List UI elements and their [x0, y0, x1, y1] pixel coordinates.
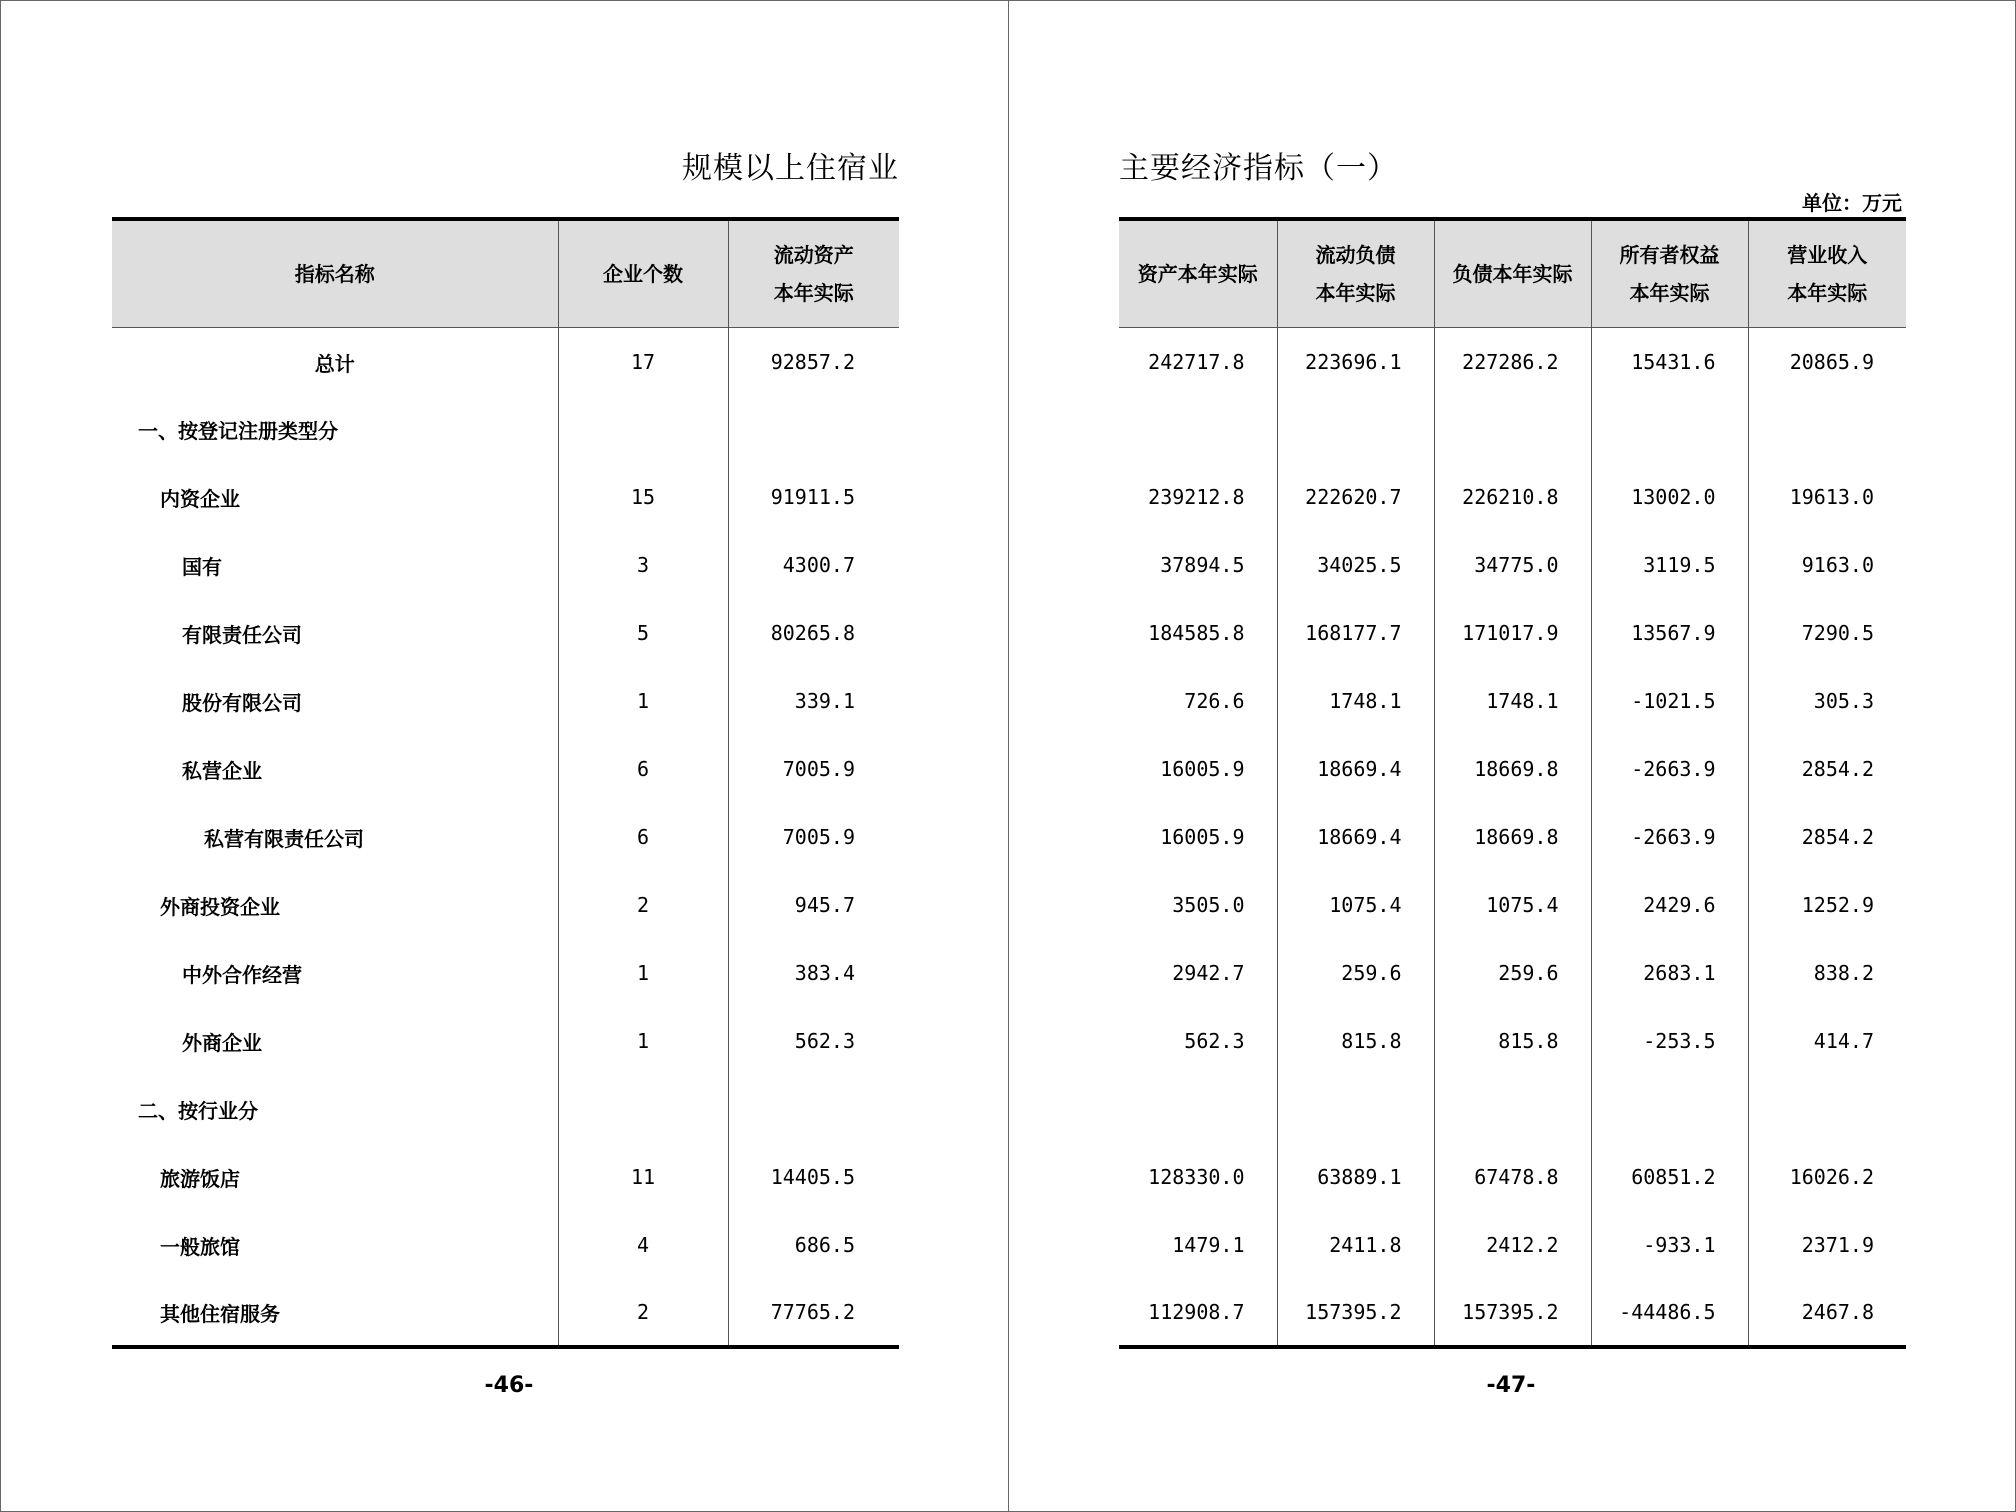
table-row	[112, 1211, 899, 1279]
row-label: 有限责任公司	[182, 622, 302, 647]
total-liabilities-cell: 171017.9	[1434, 599, 1591, 667]
total-assets-cell: 16005.9	[1160, 825, 1245, 849]
row-label: 旅游饭店	[160, 1166, 240, 1191]
current-assets-cell: 14405.5	[728, 1143, 899, 1211]
current-assets-cell: 91911.5	[728, 463, 899, 531]
enterprise-count-cell: 2	[558, 1279, 728, 1347]
current-assets-cell: 686.5	[728, 1211, 899, 1279]
total-liabilities-cell: 157395.2	[1434, 1279, 1591, 1347]
left-header-row	[112, 219, 899, 327]
table-row	[1119, 531, 1906, 599]
revenue-cell: 9163.0	[1748, 531, 1906, 599]
revenue-cell	[1748, 1075, 1906, 1143]
current-assets-cell: 339.1	[728, 667, 899, 735]
enterprise-count-cell: 6	[558, 735, 728, 803]
current-liabilities-cell: 2411.8	[1277, 1211, 1434, 1279]
table-row	[112, 1075, 899, 1143]
current-assets-cell: 92857.2	[728, 327, 899, 395]
revenue-cell: 2854.2	[1748, 735, 1906, 803]
table-row	[1119, 395, 1906, 463]
enterprise-count-cell: 4	[558, 1211, 728, 1279]
owner-equity-cell: 2683.1	[1591, 939, 1748, 1007]
right-data-table	[1119, 217, 1906, 1349]
revenue-cell: 16026.2	[1748, 1143, 1906, 1211]
total-assets-cell: 128330.0	[1148, 1165, 1245, 1189]
total-assets-cell: 726.6	[1184, 689, 1245, 713]
total-assets-cell: 16005.9	[1160, 757, 1245, 781]
left-data-table	[112, 217, 899, 1349]
table-row	[1119, 1211, 1906, 1279]
owner-equity-cell: 13002.0	[1591, 463, 1748, 531]
table-row	[112, 1279, 899, 1347]
total-assets-cell: 562.3	[1184, 1029, 1245, 1053]
page-gutter	[1008, 1, 1009, 1511]
current-assets-cell: 7005.9	[728, 735, 899, 803]
total-assets-cell	[1119, 395, 1277, 463]
left-page-number: -46-	[484, 1373, 534, 1398]
row-label: 一般旅馆	[160, 1234, 240, 1259]
table-row	[112, 1007, 899, 1075]
table-row	[112, 395, 899, 463]
enterprise-count-cell: 3	[558, 531, 728, 599]
header-owner-equity: 所有者权益 本年实际	[1591, 219, 1748, 327]
enterprise-count-cell: 6	[558, 803, 728, 871]
current-liabilities-cell: 18669.4	[1277, 735, 1434, 803]
table-row	[112, 327, 899, 395]
current-assets-cell: 4300.7	[728, 531, 899, 599]
revenue-cell: 414.7	[1748, 1007, 1906, 1075]
revenue-cell: 2371.9	[1748, 1211, 1906, 1279]
revenue-cell: 19613.0	[1748, 463, 1906, 531]
row-label: 私营企业	[182, 758, 262, 783]
owner-equity-cell: 60851.2	[1591, 1143, 1748, 1211]
total-liabilities-cell: 259.6	[1434, 939, 1591, 1007]
table-row	[1119, 939, 1906, 1007]
enterprise-count-cell: 1	[558, 1007, 728, 1075]
total-assets-cell: 184585.8	[1148, 621, 1245, 645]
header-total-assets: 资产本年实际	[1119, 219, 1277, 327]
table-row	[112, 1143, 899, 1211]
total-liabilities-cell	[1434, 1075, 1591, 1143]
header-revenue: 营业收入 本年实际	[1748, 219, 1906, 327]
owner-equity-cell: -1021.5	[1591, 667, 1748, 735]
table-row	[1119, 1075, 1906, 1143]
table-row	[1119, 1007, 1906, 1075]
row-label: 股份有限公司	[182, 690, 302, 715]
owner-equity-cell	[1591, 1075, 1748, 1143]
revenue-cell: 7290.5	[1748, 599, 1906, 667]
revenue-cell: 305.3	[1748, 667, 1906, 735]
current-liabilities-cell: 168177.7	[1277, 599, 1434, 667]
header-current-assets: 流动资产 本年实际	[728, 219, 899, 327]
total-assets-cell	[1119, 1075, 1277, 1143]
table-row	[1119, 1143, 1906, 1211]
owner-equity-cell	[1591, 395, 1748, 463]
current-assets-cell	[728, 1075, 899, 1143]
enterprise-count-cell	[558, 1075, 728, 1143]
enterprise-count-cell: 17	[558, 327, 728, 395]
row-label: 国有	[182, 554, 222, 579]
row-label: 内资企业	[160, 486, 240, 511]
enterprise-count-cell: 2	[558, 871, 728, 939]
header-indicator-name: 指标名称	[112, 219, 558, 327]
revenue-cell: 2467.8	[1748, 1279, 1906, 1347]
total-liabilities-cell: 815.8	[1434, 1007, 1591, 1075]
table-row	[112, 871, 899, 939]
current-liabilities-cell: 222620.7	[1277, 463, 1434, 531]
owner-equity-cell: -933.1	[1591, 1211, 1748, 1279]
enterprise-count-cell: 11	[558, 1143, 728, 1211]
table-row	[1119, 667, 1906, 735]
current-liabilities-cell: 18669.4	[1277, 803, 1434, 871]
table-row	[1119, 871, 1906, 939]
table-row	[112, 531, 899, 599]
table-row	[112, 463, 899, 531]
row-label: 私营有限责任公司	[204, 826, 364, 851]
total-assets-cell: 242717.8	[1148, 350, 1245, 375]
row-label: 中外合作经营	[182, 962, 302, 987]
table-row	[112, 803, 899, 871]
current-liabilities-cell: 815.8	[1277, 1007, 1434, 1075]
owner-equity-cell: -253.5	[1591, 1007, 1748, 1075]
row-label: 外商投资企业	[160, 894, 280, 919]
current-liabilities-cell: 34025.5	[1277, 531, 1434, 599]
table-row	[112, 735, 899, 803]
owner-equity-cell: -2663.9	[1591, 735, 1748, 803]
current-liabilities-cell: 259.6	[1277, 939, 1434, 1007]
total-liabilities-cell: 18669.8	[1434, 803, 1591, 871]
table-row	[112, 599, 899, 667]
table-row	[1119, 1279, 1906, 1347]
total-liabilities-cell	[1434, 395, 1591, 463]
table-row	[1119, 735, 1906, 803]
total-liabilities-cell: 2412.2	[1434, 1211, 1591, 1279]
owner-equity-cell: 13567.9	[1591, 599, 1748, 667]
revenue-cell	[1748, 395, 1906, 463]
owner-equity-cell: 2429.6	[1591, 871, 1748, 939]
left-page-title: 规模以上住宿业	[682, 151, 899, 186]
current-liabilities-cell	[1277, 395, 1434, 463]
total-assets-cell: 1479.1	[1172, 1233, 1245, 1257]
enterprise-count-cell: 1	[558, 939, 728, 1007]
current-liabilities-cell: 223696.1	[1277, 327, 1434, 395]
right-page-number: -47-	[1486, 1373, 1536, 1398]
current-assets-cell	[728, 395, 899, 463]
right-page-title: 主要经济指标（一）	[1119, 151, 1398, 186]
total-assets-cell: 112908.7	[1119, 1279, 1277, 1347]
owner-equity-cell: -2663.9	[1591, 803, 1748, 871]
total-liabilities-cell: 18669.8	[1434, 735, 1591, 803]
enterprise-count-cell	[558, 395, 728, 463]
table-row	[112, 939, 899, 1007]
current-assets-cell: 945.7	[728, 871, 899, 939]
owner-equity-cell: 15431.6	[1591, 327, 1748, 395]
header-enterprise-count: 企业个数	[558, 219, 728, 327]
row-label: 其他住宿服务	[112, 1279, 558, 1347]
owner-equity-cell: -44486.5	[1591, 1279, 1748, 1347]
table-row	[112, 667, 899, 735]
header-total-liabilities: 负债本年实际	[1434, 219, 1591, 327]
enterprise-count-cell: 5	[558, 599, 728, 667]
header-current-liabilities: 流动负债 本年实际	[1277, 219, 1434, 327]
current-assets-cell: 77765.2	[728, 1279, 899, 1347]
enterprise-count-cell: 1	[558, 667, 728, 735]
total-liabilities-cell: 34775.0	[1434, 531, 1591, 599]
total-liabilities-cell: 226210.8	[1434, 463, 1591, 531]
current-liabilities-cell: 1748.1	[1277, 667, 1434, 735]
revenue-cell: 20865.9	[1748, 327, 1906, 395]
total-liabilities-cell: 227286.2	[1434, 327, 1591, 395]
unit-label: 单位：万元	[1802, 191, 1902, 215]
current-assets-cell: 562.3	[728, 1007, 899, 1075]
revenue-cell: 1252.9	[1748, 871, 1906, 939]
current-liabilities-cell	[1277, 1075, 1434, 1143]
revenue-cell: 838.2	[1748, 939, 1906, 1007]
table-row	[1119, 803, 1906, 871]
row-label: 一、按登记注册类型分	[138, 418, 338, 443]
total-assets-cell: 3505.0	[1172, 893, 1245, 917]
row-label: 外商企业	[182, 1030, 262, 1055]
total-liabilities-cell: 67478.8	[1434, 1143, 1591, 1211]
total-liabilities-cell: 1748.1	[1434, 667, 1591, 735]
current-liabilities-cell: 1075.4	[1277, 871, 1434, 939]
row-label: 总计	[314, 351, 355, 376]
right-header-row	[1119, 219, 1906, 327]
revenue-cell: 2854.2	[1748, 803, 1906, 871]
current-liabilities-cell: 63889.1	[1277, 1143, 1434, 1211]
total-assets-cell: 37894.5	[1160, 553, 1245, 577]
total-liabilities-cell: 1075.4	[1434, 871, 1591, 939]
owner-equity-cell: 3119.5	[1591, 531, 1748, 599]
table-row	[1119, 463, 1906, 531]
current-assets-cell: 80265.8	[728, 599, 899, 667]
total-assets-cell: 239212.8	[1148, 485, 1245, 509]
current-assets-cell: 383.4	[728, 939, 899, 1007]
enterprise-count-cell: 15	[558, 463, 728, 531]
current-assets-cell: 7005.9	[728, 803, 899, 871]
table-row	[1119, 599, 1906, 667]
total-assets-cell: 2942.7	[1172, 961, 1245, 985]
current-liabilities-cell: 157395.2	[1277, 1279, 1434, 1347]
row-label: 二、按行业分	[138, 1098, 258, 1123]
table-row	[1119, 327, 1906, 395]
